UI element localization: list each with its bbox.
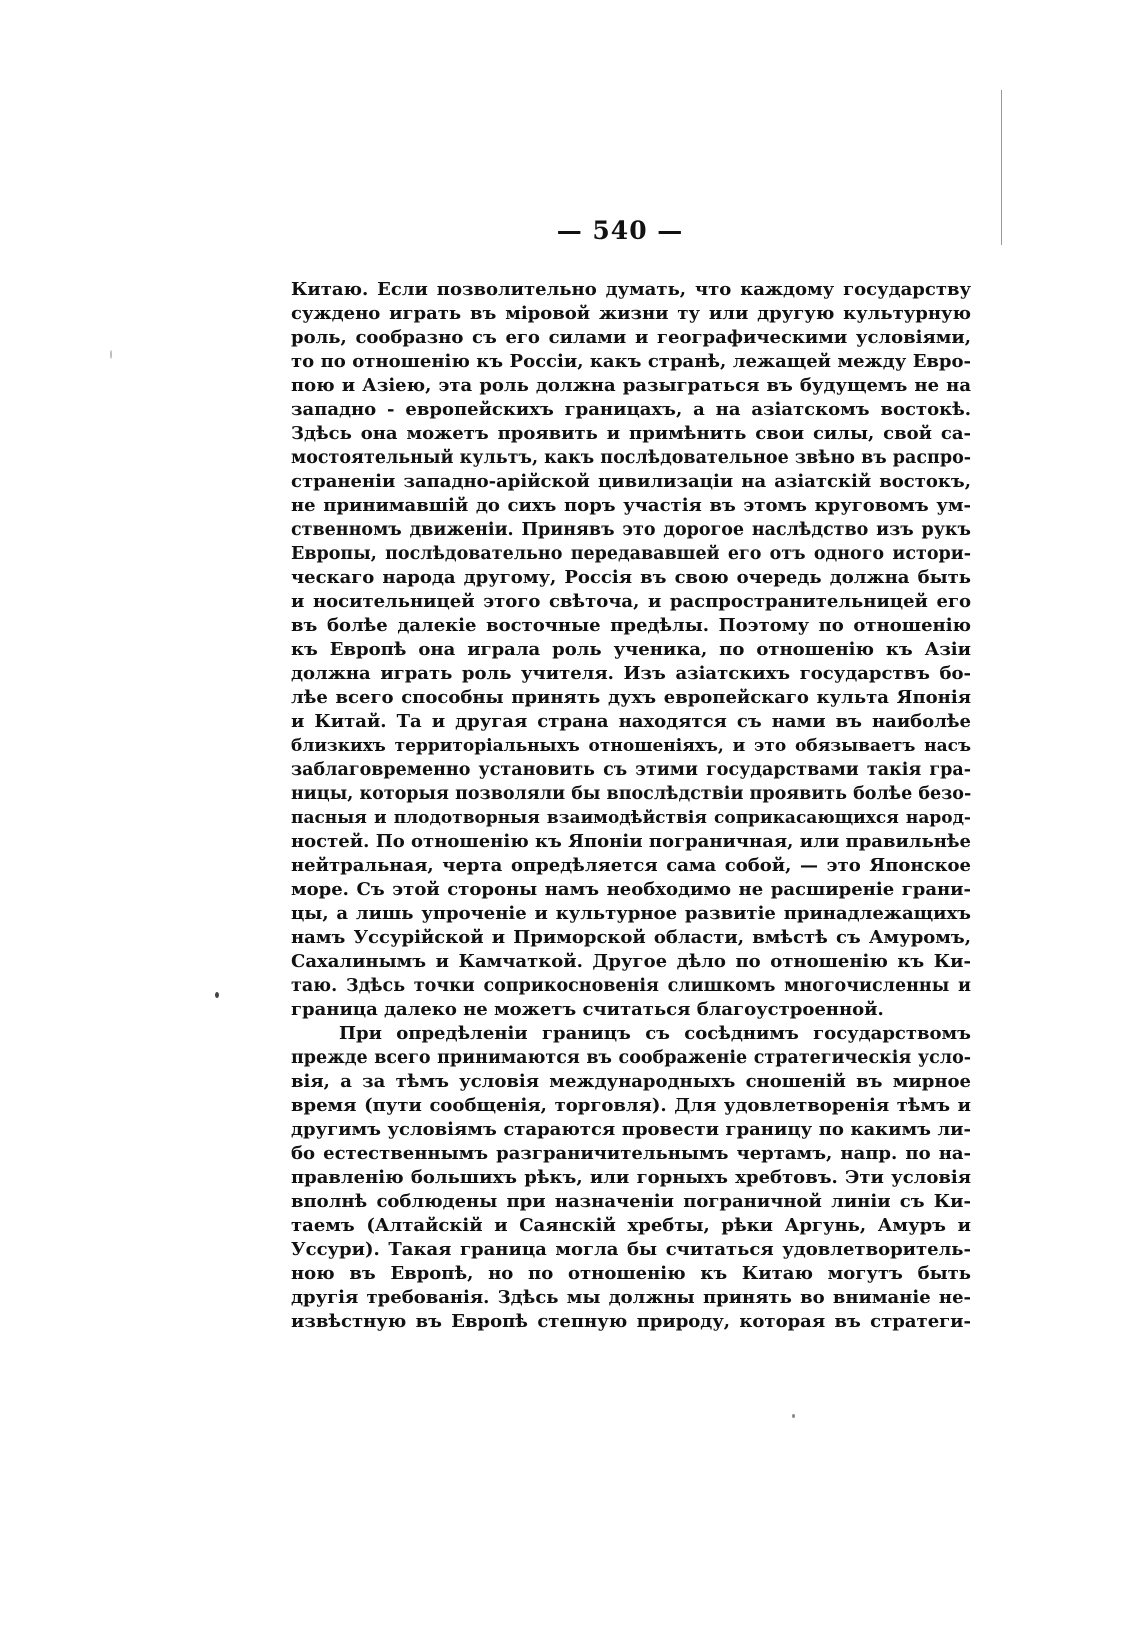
- text-line: вполнѣ соблюдены при назначеніи пограничной линіи съ Ки-: [291, 1191, 971, 1212]
- text-line: извѣстную въ Европѣ степную природу, которая въ стратеги-: [291, 1311, 971, 1332]
- text-line: Европы, послѣдовательно передававшей его отъ одного истори-: [291, 544, 971, 564]
- paragraph-end-line: граница далеко не можетъ считаться благоустроенной.: [291, 999, 884, 1020]
- text-line: ственномъ движеніи. Принявъ это дорогое наслѣдство изъ рукъ: [291, 520, 971, 540]
- text-line: западно - европейскихъ границахъ, а на азіатскомъ востокѣ.: [291, 399, 971, 420]
- scan-speck: [215, 992, 219, 998]
- text-line: Уссури). Такая граница могла бы считаться удовлетворитель-: [291, 1239, 971, 1260]
- body-text: [291, 278, 971, 1413]
- text-line: время (пути сообщенія, торговля). Для удовлетворенія тѣмъ и: [291, 1095, 971, 1116]
- text-line: ческаго народа другому, Россія въ свою очередь должна быть: [291, 567, 971, 588]
- text-line: правленію большихъ рѣкъ, или горныхъ хребтовъ. Эти условія: [291, 1167, 971, 1188]
- text-line: роль, сообразно съ его силами и географическими условіями,: [291, 327, 971, 348]
- text-line: въ болѣе далекіе восточные предѣлы. Поэтому по отношенію: [291, 615, 971, 636]
- text-line: таю. Здѣсь точки соприкосновенія слишкомъ многочисленны и: [291, 976, 971, 996]
- text-line: Китаю. Если позволительно думать, что каждому государству: [291, 279, 971, 300]
- text-line: мостоятельный культъ, какъ послѣдовательное звѣно въ распро-: [291, 448, 971, 468]
- text-line: другія требованія. Здѣсь мы должны принять во вниманіе не-: [291, 1287, 971, 1308]
- text-line: страненіи западно-арійской цивилизаціи на азіатскій востокъ,: [291, 471, 971, 492]
- text-line: Здѣсь она можетъ проявить и примѣнить свои силы, свой са-: [291, 423, 971, 444]
- text-line: близкихъ территоріальныхъ отношеніяхъ, и это обязываетъ насъ: [291, 736, 971, 756]
- text-line: бо естественнымъ разграничительнымъ чертамъ, напр. по на-: [291, 1143, 971, 1164]
- text-line: Сахалинымъ и Камчаткой. Другое дѣло по отношенію къ Ки-: [291, 951, 971, 972]
- text-line: и носительницей этого свѣточа, и распространительницей его: [291, 591, 971, 612]
- scan-speck: [110, 350, 112, 359]
- text-line: должна играть роль учителя. Изъ азіатскихъ государствъ бо-: [291, 663, 971, 684]
- paragraph-start-line: При опредѣленіи границъ съ сосѣднимъ государствомъ: [339, 1023, 971, 1044]
- text-line: пасныя и плодотворныя взаимодѣйствія соприкасающихся народ-: [291, 808, 971, 828]
- text-line: не принимавшій до сихъ поръ участія въ этомъ круговомъ ум-: [291, 495, 971, 516]
- text-line: нейтральная, черта опредѣляется сама собой, — это Японское: [291, 855, 971, 876]
- text-line: къ Европѣ она играла роль ученика, по отношенію къ Азіи: [291, 639, 971, 660]
- text-line: вія, а за тѣмъ условія международныхъ сношеній въ мирное: [291, 1071, 971, 1092]
- text-line: цы, а лишь упроченіе и культурное развитіе принадлежащихъ: [291, 903, 971, 924]
- text-line: то по отношенію къ Россіи, какъ странѣ, лежащей между Евро-: [291, 351, 971, 372]
- page-number: — 540 —: [556, 216, 684, 245]
- text-line: намъ Уссурійской и Приморской области, вмѣстѣ съ Амуромъ,: [291, 927, 971, 948]
- text-line: ностей. По отношенію къ Японіи пограничная, или правильнѣе: [291, 831, 971, 852]
- text-line: таемъ (Алтайскій и Саянскій хребты, рѣки Аргунь, Амуръ и: [291, 1215, 971, 1236]
- text-line: заблаговременно установить съ этими государствами такія гра-: [291, 760, 971, 780]
- text-line: другимъ условіямъ стараются провести границу по какимъ ли-: [291, 1119, 971, 1140]
- text-line: море. Съ этой стороны намъ необходимо не расширеніе грани-: [291, 879, 971, 900]
- text-line: прежде всего принимаются въ соображеніе стратегическія усло-: [291, 1048, 971, 1068]
- scan-speck: [792, 1414, 795, 1418]
- text-line: суждено играть въ міровой жизни ту или другую культурную: [291, 303, 971, 324]
- text-line: ною въ Европѣ, но по отношенію къ Китаю могутъ быть: [291, 1263, 971, 1284]
- text-line: лѣе всего способны принять духъ европейскаго культа Японія: [291, 687, 971, 708]
- text-line: ницы, которыя позволяли бы впослѣдствіи проявить болѣе безо-: [291, 784, 971, 804]
- text-line: пою и Азіею, эта роль должна разыграться въ будущемъ не на: [291, 375, 971, 396]
- text-line: и Китай. Та и другая страна находятся съ нами въ наиболѣе: [291, 711, 971, 732]
